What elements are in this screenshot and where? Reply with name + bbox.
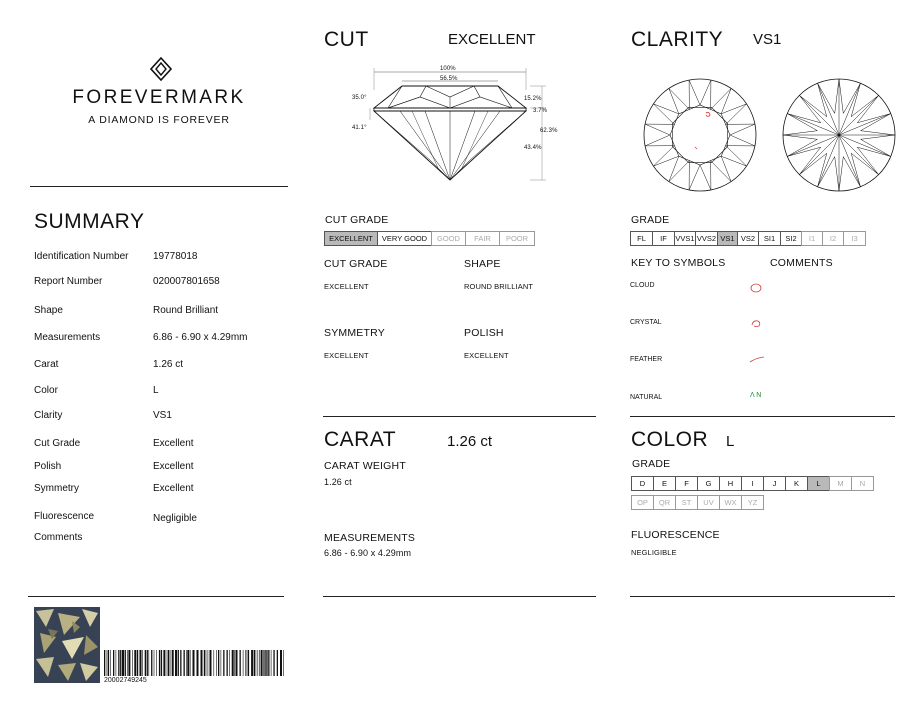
brand-tagline: A DIAMOND IS FOREVER (88, 114, 230, 126)
dim-table: 56.5% (440, 76, 458, 82)
summary-label: Symmetry (34, 483, 79, 494)
summary-value: Excellent (153, 483, 194, 494)
grade-cell: VVS1 (674, 231, 696, 246)
summary-value: 6.86 - 6.90 x 4.29mm (153, 332, 248, 343)
symbol-label-feather: FEATHER (630, 356, 663, 363)
grade-cell: WX (719, 495, 742, 510)
grade-cell: IF (652, 231, 675, 246)
grade-cell: I3 (843, 231, 866, 246)
cut-value: EXCELLENT (448, 31, 536, 48)
grade-cell: SI1 (758, 231, 781, 246)
summary-label: Shape (34, 305, 63, 316)
carat-title: CARAT (324, 428, 397, 451)
dim-crown-height: 15.2% (524, 96, 542, 102)
grade-cell: I1 (801, 231, 823, 246)
dim-total-depth: 62.3% (540, 128, 558, 134)
summary-title: SUMMARY (34, 210, 145, 233)
grade-cell: YZ (741, 495, 764, 510)
barcode-number: 20002749245 (104, 677, 147, 684)
dim-pavilion-depth: 43.4% (524, 145, 542, 151)
summary-value: L (153, 385, 159, 396)
grade-cell: UV (697, 495, 720, 510)
clarity-value: VS1 (753, 31, 782, 48)
carat-weight-value: 1.26 ct (324, 477, 352, 487)
divider (323, 416, 596, 417)
cut-grade-value: EXCELLENT (324, 282, 369, 291)
grade-cell: EXCELLENT (324, 231, 378, 246)
grade-cell: M (829, 476, 852, 491)
divider (28, 596, 284, 597)
crystal-symbol-icon (748, 318, 764, 330)
grade-cell: G (697, 476, 720, 491)
diamond-outline-icon (150, 57, 172, 81)
barcode (104, 650, 284, 676)
comments-title: COMMENTS (770, 257, 833, 269)
divider (630, 596, 895, 597)
summary-label: Color (34, 385, 58, 396)
grade-cell: FAIR (465, 231, 500, 246)
grade-cell: I (741, 476, 764, 491)
cut-title: CUT (324, 28, 369, 51)
grade-cell: F (675, 476, 698, 491)
measurements-label: MEASUREMENTS (324, 532, 416, 544)
summary-value: Excellent (153, 438, 194, 449)
feather-symbol-icon (748, 354, 766, 366)
clarity-grade-title: GRADE (631, 214, 670, 226)
dim-girdle: 3.7% (533, 108, 548, 114)
clarity-plot-pavilion (779, 75, 899, 195)
color-value: L (726, 433, 735, 450)
clarity-grade-scale (631, 231, 866, 246)
grade-cell: POOR (499, 231, 535, 246)
cloud-symbol-icon (748, 282, 764, 294)
grade-cell: ST (675, 495, 698, 510)
summary-value: Negligible (153, 513, 197, 524)
dim-total-width: 100% (440, 66, 456, 72)
grade-cell: I2 (822, 231, 844, 246)
summary-value: Round Brilliant (153, 305, 219, 316)
cut-grade-scale-title: CUT GRADE (325, 214, 389, 226)
carat-weight-label: CARAT WEIGHT (324, 460, 406, 472)
grade-cell: N (851, 476, 874, 491)
cut-grade-scale (325, 231, 535, 246)
brand-name: FOREVERMARK (72, 87, 246, 108)
summary-label: Cut Grade (34, 438, 81, 449)
summary-label: Carat (34, 359, 59, 370)
polish-label: POLISH (464, 327, 504, 339)
dim-crown-angle: 35.0° (352, 95, 367, 101)
symbol-label-cloud: CLOUD (630, 282, 655, 289)
carat-value: 1.26 ct (447, 433, 493, 450)
divider (630, 416, 895, 417)
grade-cell: VERY GOOD (377, 231, 432, 246)
grade-cell: H (719, 476, 742, 491)
dim-pavilion-angle: 41.1° (352, 125, 367, 131)
polish-value: EXCELLENT (464, 351, 509, 360)
grade-cell: OP (631, 495, 654, 510)
natural-symbol-icon: Λ N (750, 392, 762, 399)
symbol-label-crystal: CRYSTAL (630, 319, 662, 326)
summary-label: Measurements (34, 332, 101, 343)
key-to-symbols-title: KEY TO SYMBOLS (631, 257, 726, 269)
divider (30, 186, 288, 187)
grade-cell: D (631, 476, 654, 491)
grade-cell: QR (653, 495, 676, 510)
grade-cell: VS2 (737, 231, 759, 246)
measurements-value: 6.86 - 6.90 x 4.29mm (324, 548, 412, 558)
grade-cell: L (807, 476, 830, 491)
summary-label: Clarity (34, 410, 63, 421)
fluorescence-label: FLUORESCENCE (631, 529, 720, 541)
cut-grade-label: CUT GRADE (324, 258, 388, 270)
summary-value: 1.26 ct (153, 359, 184, 370)
divider (323, 596, 596, 597)
grade-cell: E (653, 476, 676, 491)
color-grade-title: GRADE (632, 458, 671, 470)
summary-label: Polish (34, 461, 62, 472)
grade-cell: VS1 (717, 231, 738, 246)
symmetry-value: EXCELLENT (324, 351, 369, 360)
diamond-photo (34, 607, 100, 683)
grade-cell: GOOD (431, 231, 466, 246)
summary-value: Excellent (153, 461, 194, 472)
symmetry-label: SYMMETRY (324, 327, 385, 339)
color-grade-scale-extended (632, 495, 764, 510)
summary-value: VS1 (153, 410, 172, 421)
color-title: COLOR (631, 428, 709, 451)
symbol-label-natural: NATURAL (630, 394, 663, 401)
color-grade-scale (632, 476, 874, 491)
grade-cell: FL (630, 231, 653, 246)
summary-label: Report Number (34, 276, 103, 287)
shape-value: ROUND BRILLIANT (464, 282, 534, 291)
summary-label: Identification Number (34, 251, 129, 262)
grade-cell: VVS2 (695, 231, 718, 246)
grade-cell: J (763, 476, 786, 491)
summary-value: 19778018 (153, 251, 198, 262)
grade-cell: K (785, 476, 808, 491)
grade-cell: SI2 (780, 231, 802, 246)
summary-label: Comments (34, 532, 83, 543)
shape-label: SHAPE (464, 258, 501, 270)
clarity-plot-crown (640, 75, 760, 195)
fluorescence-value: NEGLIGIBLE (631, 548, 677, 557)
clarity-title: CLARITY (631, 28, 724, 51)
summary-label: Fluorescence (34, 511, 95, 522)
summary-value: 020007801658 (153, 276, 220, 287)
